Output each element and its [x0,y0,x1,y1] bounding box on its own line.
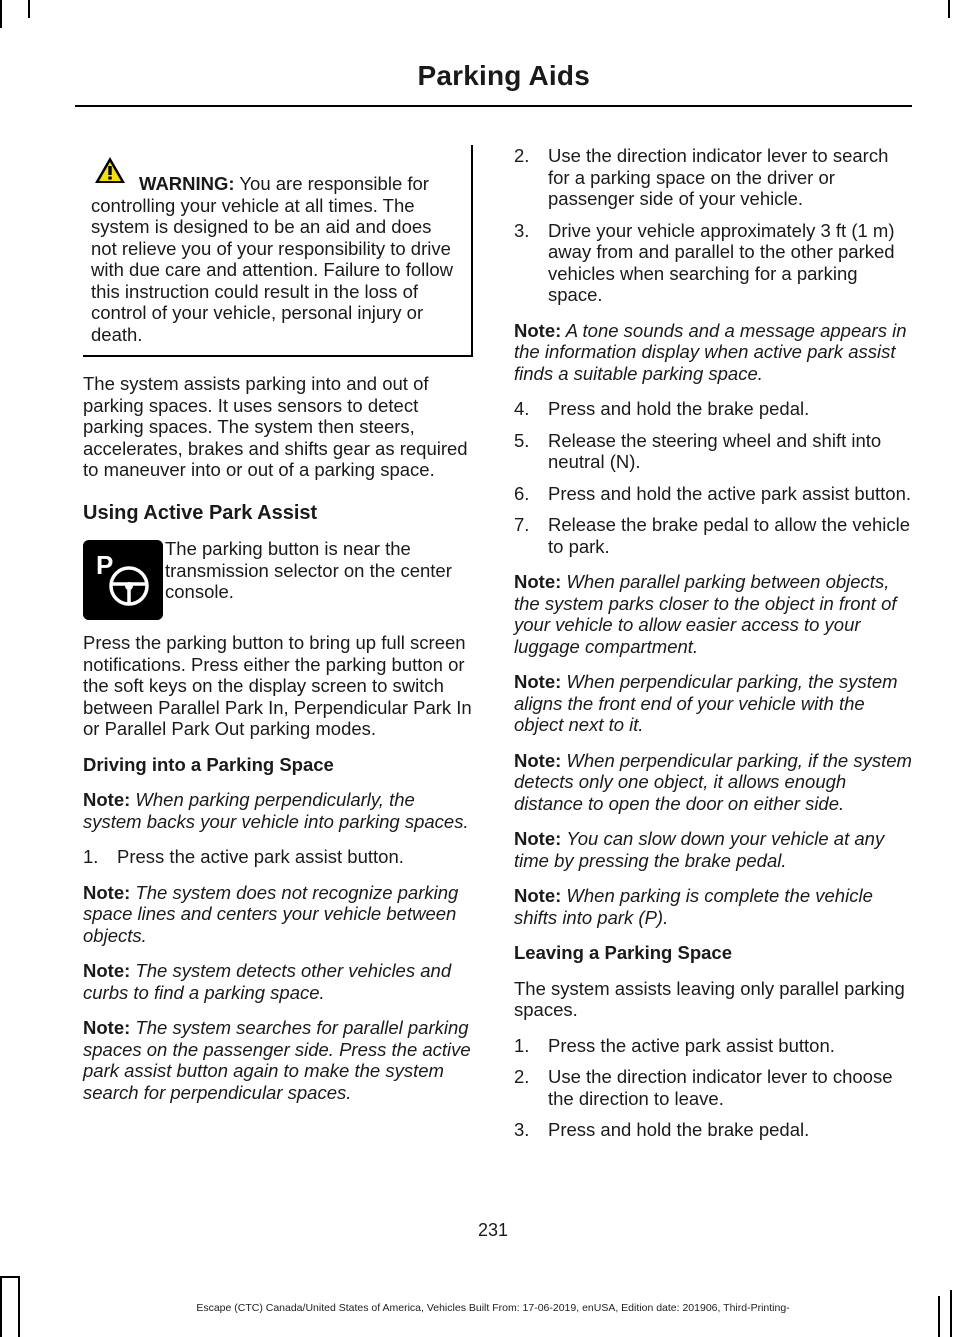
note-4 [83,1017,473,1103]
note-text: When parallel parking between objects, the system parks closer to the object in front of your vehicle to allow easier access to your luggage compartment. [514,571,897,657]
step-number: 3. [514,1119,530,1140]
heading-driving-into-space: Driving into a Parking Space [83,753,334,775]
note-label: Note: [514,319,562,341]
step-item [514,430,912,473]
step-item [514,1119,912,1141]
note-label: Note: [514,885,562,906]
step-list [83,846,473,868]
active-park-assist-icon [83,540,163,620]
note-text: The system searches for parallel parking spaces on the passenger side. Press the active park assist button again to make the system search for perpendicular spaces. [83,1017,471,1103]
note-9 [514,828,912,871]
right-column [514,145,912,1155]
press-paragraph: Press the parking button to bring up full screen notifications. Press either the parking button or the soft keys on the display screen to switch between Parallel Park In, Perpendicular Park In or Parallel Park Out parking modes. [83,632,472,739]
header-divider [75,105,912,107]
parking-button-text: The parking button is near the transmission selector on the center console. [165,538,452,602]
warning-triangle-icon [93,155,127,185]
step-number: 3. [514,219,530,241]
step-text: Press and hold the brake pedal. [548,398,810,419]
step-number: 2. [514,145,530,166]
step-text: Drive your vehicle approximately 3 ft (1 m) away from and parallel to the other parked vehicles when searching for a parking space. [548,219,895,305]
note-text: You can slow down your vehicle at any time by pressing the brake pedal. [514,828,885,871]
intro-paragraph: The system assists parking into and out of parking spaces. It uses sensors to detect parking spaces. The system then steers, accelerates, brakes and shifts gear as required to maneuver into or out of a parking space. [83,373,468,480]
heading-leaving-space: Leaving a Parking Space [514,942,732,963]
step-text: Use the direction indicator lever to choose the direction to leave. [548,1066,893,1109]
note-label: Note: [83,789,131,810]
note-label: Note: [514,828,562,849]
heading-using-active-park-assist: Using Active Park Assist [83,501,318,524]
note-label: Note: [514,671,562,692]
step-text: Use the direction indicator lever to search for a parking space on the driver or passenger side of your vehicle. [548,145,889,209]
step-item [514,398,912,420]
step-item [514,220,912,306]
step-number: 2. [514,1066,530,1087]
note-8 [514,750,912,815]
note-text: When parking is complete the vehicle shifts into park (P). [514,885,873,928]
crop-mark [948,0,950,18]
step-text: Release the steering wheel and shift into neutral (N). [548,429,882,472]
warning-label: WARNING: [139,173,235,194]
leaving-paragraph: The system assists leaving only parallel parking spaces. [514,977,905,1020]
left-column [83,145,473,1117]
svg-text:P: P [96,550,114,580]
note-1 [83,789,473,832]
step-text: Press the active park assist button. [117,846,404,867]
page-title: Parking Aids [417,60,590,91]
crop-mark [28,0,30,18]
step-text: Press the active park assist button. [548,1034,835,1056]
step-item [514,514,912,557]
step-number: 7. [514,514,530,535]
step-number: 6. [514,482,530,504]
note-text: The system does not recognize parking space lines and centers your vehicle between objects. [83,881,459,946]
step-text: Press and hold the brake pedal. [548,1119,810,1140]
note-label: Note: [83,960,131,981]
step-list [514,398,912,557]
step-list [514,1035,912,1141]
step-item [514,483,912,505]
note-7 [514,671,912,736]
note-text: When perpendicular parking, if the system detects only one object, it allows enough distance to open the door on either side. [514,749,912,814]
note-10 [514,885,912,928]
step-list [514,145,912,306]
note-text: When perpendicular parking, the system aligns the front end of your vehicle with the object next to it. [514,671,898,735]
page-number: 231 [477,1220,509,1240]
step-item [83,846,473,868]
warning-box [83,145,473,357]
step-text: Release the brake pedal to allow the vehicle to park. [548,514,911,557]
step-number: 1. [514,1034,530,1056]
warning-text [91,173,461,345]
step-number: 1. [83,846,99,867]
parking-button-block [83,538,473,618]
note-6 [514,571,912,657]
note-text: A tone sounds and a message appears in the information display when active park assist finds a suitable parking space. [514,319,907,384]
step-text: Press and hold the active park assist button. [548,482,912,504]
edition-footer: Escape (CTC) Canada/United States of America, Vehicles Built From: 17-06-2019, enUSA, Edition date: 201906, Third-Printing- [196,1302,790,1314]
step-item [514,1066,912,1109]
note-label: Note: [514,571,562,592]
crop-mark [0,1276,18,1278]
step-item [514,145,912,210]
note-2 [83,882,473,947]
step-number: 5. [514,429,530,451]
note-3 [83,960,473,1003]
note-text: When parking perpendicularly, the system backs your vehicle into parking spaces. [83,789,469,832]
step-item [514,1035,912,1057]
warning-body: You are responsible for controlling your vehicle at all times. The system is designed to be an aid and does not relieve you of your responsibility to drive with due care and attention. Failure to follow this instruction could result in the loss of control of your vehicle, personal injury or death. [91,173,453,345]
note-label: Note: [83,1017,131,1038]
note-text: The system detects other vehicles and curbs to find a parking space. [83,960,452,1003]
note-label: Note: [83,881,131,903]
crop-mark [0,0,2,28]
note-label: Note: [514,749,562,771]
note-5 [514,320,912,385]
step-number: 4. [514,398,530,419]
